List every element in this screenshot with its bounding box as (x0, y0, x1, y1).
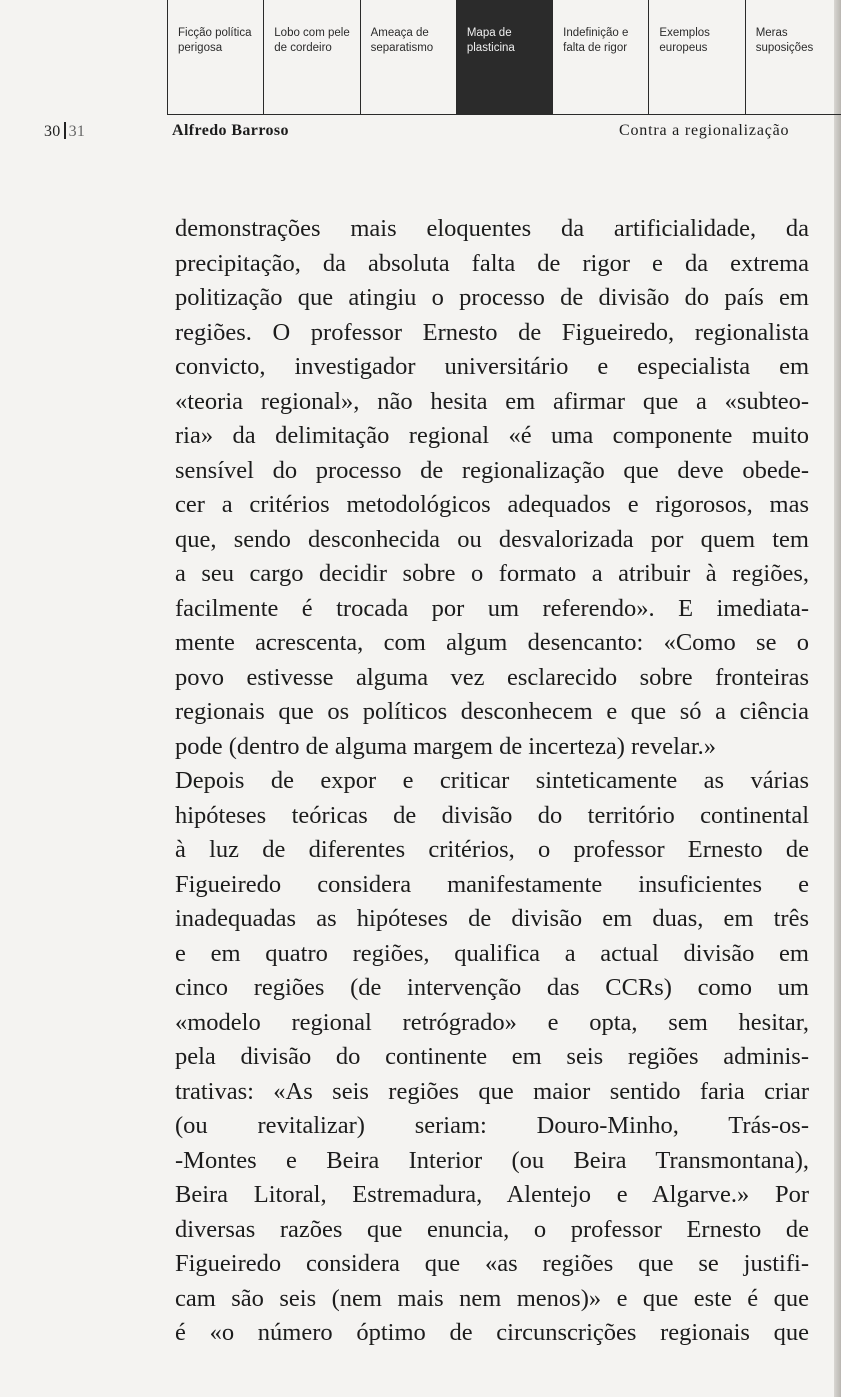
text-line: «teoria regional», não hesita em afirmar que a «subteo- (175, 387, 809, 415)
tab-label-line1: Ameaça de (370, 27, 429, 39)
tab-indefinicao-e-falta-de-rigor[interactable] (552, 0, 648, 115)
author-name: Alfredo Barroso (172, 122, 289, 139)
text-line: trativas: «As seis regiões que maior sentido faria criar (175, 1077, 809, 1105)
text-line: politização que atingiu o processo de divisão do país em (175, 284, 809, 311)
text-line: inadequadas as hipóteses de divisão em duas, em três (175, 905, 809, 932)
text-line: (ou revitalizar) seriam: Douro-Minho, Trás-os- (175, 1112, 809, 1139)
chapter-title: Contra a regionalização (619, 122, 790, 139)
tab-label-line2: perigosa (178, 42, 223, 54)
text-line: ria» da delimitação regional «é uma componente muito (175, 422, 809, 449)
text-line: -Montes e Beira Interior (ou Beira Transmontana), (175, 1146, 809, 1174)
text-line: Depois de expor e criticar sinteticamente as várias (175, 767, 809, 794)
page-number-left: 30 (44, 123, 61, 140)
tab-label-line2: separatismo (370, 42, 434, 54)
text-line: povo estivesse alguma vez esclarecido sobre fronteiras (175, 663, 809, 691)
folio-separator (64, 122, 66, 139)
text-line: pela divisão do continente em seis regiões adminis- (175, 1043, 809, 1070)
tab-label-line1: Exemplos (659, 27, 710, 39)
tab-label-line1: Lobo com pele (274, 27, 350, 39)
chapter-tab-bar (167, 0, 841, 115)
page-number-right: 31 (68, 123, 86, 140)
text-line: e em quatro regiões, qualifica a actual divisão em (175, 939, 809, 967)
text-line: Figueiredo considera manifestamente insuficientes e (175, 870, 809, 898)
text-line: à luz de diferentes critérios, o professor Ernesto de (175, 836, 809, 863)
text-line: regionais que os políticos desconhecem e que só a ciência (175, 698, 809, 725)
text-line: sensível do processo de regionalização que deve obede- (175, 456, 809, 484)
page-edge-shadow (834, 0, 841, 1397)
tab-label-line2: europeus (659, 42, 708, 54)
tab-label-line2: falta de rigor (563, 42, 628, 54)
text-line: «modelo regional retrógrado» e opta, sem hesitar, (175, 1008, 809, 1036)
text-line: pode (dentro de alguma margem de incerteza) revelar.» (175, 732, 717, 760)
text-line: Beira Litoral, Estremadura, Alentejo e Algarve.» Por (175, 1181, 809, 1208)
tab-ficcao-politica-perigosa[interactable] (167, 0, 263, 115)
tab-label-line2: plasticina (466, 42, 515, 54)
text-line: hipóteses teóricas de divisão do território continental (175, 801, 809, 829)
text-line: precipitação, da absoluta falta de rigor e da extrema (175, 249, 809, 277)
tab-label-line1: Mapa de (466, 27, 512, 39)
tab-label-line2: suposições (755, 42, 814, 54)
text-line: diversas razões que enuncia, o professor Ernesto de (175, 1215, 809, 1243)
text-line: a seu cargo decidir sobre o formato a atribuir à regiões, (175, 560, 809, 587)
text-line: Figueiredo considera que «as regiões que se justifi- (175, 1250, 809, 1277)
tab-label-line1: Ficção política (178, 27, 252, 39)
page-numbers (44, 122, 85, 141)
tab-meras-suposicoes[interactable] (745, 0, 841, 115)
text-line: cinco regiões (de intervenção das CCRs) como um (175, 974, 809, 1001)
body-text (175, 212, 809, 1351)
text-line: cer a critérios metodológicos adequados e rigorosos, mas (175, 491, 809, 518)
text-line: mente acrescenta, com algum desencanto: «Como se o (175, 629, 809, 656)
tab-exemplos-europeus[interactable] (648, 0, 744, 115)
text-line: que, sendo desconhecida ou desvalorizada por quem tem (175, 525, 809, 553)
tab-ameaca-de-separatismo[interactable] (360, 0, 456, 115)
text-line: cam são seis (nem mais nem menos)» e que este é que (175, 1284, 809, 1312)
text-line: demonstrações mais eloquentes da artificialidade, da (175, 215, 809, 242)
text-line: facilmente é trocada por um referendo». E imediata- (175, 594, 809, 622)
text-line: convicto, investigador universitário e especialista em (175, 353, 809, 380)
text-line: regiões. O professor Ernesto de Figueiredo, regionalista (175, 318, 809, 346)
tab-label-line2: de cordeiro (274, 42, 332, 54)
tab-lobo-com-pele-de-cordeiro[interactable] (263, 0, 359, 115)
text-line: é «o número óptimo de circunscrições regionais que (175, 1319, 809, 1346)
tab-mapa-de-plasticina[interactable] (456, 0, 552, 115)
tab-label-line1: Indefinição e (563, 27, 629, 39)
running-head (0, 122, 841, 142)
tab-label-line1: Meras (755, 27, 788, 39)
